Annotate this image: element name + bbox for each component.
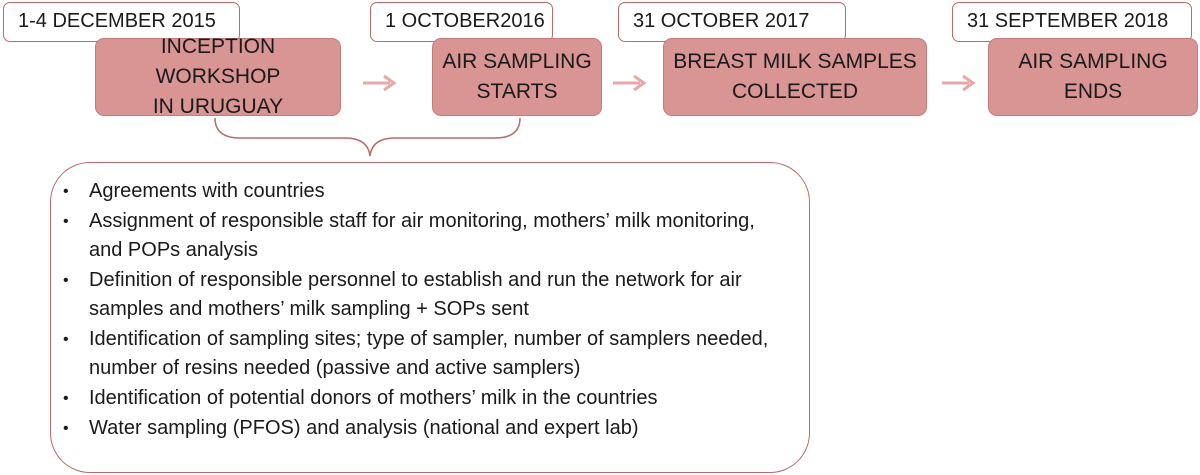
milestone-4-line2: ENDS xyxy=(1063,80,1123,103)
milestone-2-line1: AIR SAMPLING xyxy=(442,50,592,73)
activity-item-5 xyxy=(51,384,809,413)
bullet-icon: • xyxy=(63,331,69,348)
activity-item-6 xyxy=(51,414,809,443)
milestone-1-box xyxy=(95,35,341,118)
arrow-3-icon xyxy=(941,73,977,93)
milestone-2-line2: STARTS xyxy=(476,80,558,103)
bullet-icon: • xyxy=(63,213,69,230)
milestone-1-date: 1-4 DECEMBER 2015 xyxy=(3,2,240,42)
arrow-2-icon xyxy=(612,73,648,93)
milestone-2-date: 1 OCTOBER2016 xyxy=(370,2,553,42)
activity-item-text: Identification of sampling sites; type of sampler, number of samplers needed, number of resins needed (passive and active samplers) xyxy=(89,328,769,379)
milestone-1-line2: IN URUGUAY xyxy=(152,95,284,118)
activity-item-3 xyxy=(51,266,809,324)
activity-item-text: Agreements with countries xyxy=(89,180,325,202)
bullet-icon: • xyxy=(63,390,69,407)
milestone-2-box xyxy=(432,38,602,116)
milestone-3-date: 31 OCTOBER 2017 xyxy=(618,2,846,42)
bullet-icon: • xyxy=(63,183,69,200)
milestone-3-line1: BREAST MILK SAMPLES xyxy=(673,50,917,73)
milestone-4-box xyxy=(988,38,1198,116)
activity-item-text: Identification of potential donors of mothers’ milk in the countries xyxy=(89,387,658,409)
milestone-3-line2: COLLECTED xyxy=(731,80,859,103)
activity-item-text: Assignment of responsible staff for air monitoring, mothers’ milk monitoring, and POPs analysis xyxy=(89,210,755,261)
milestone-3-box xyxy=(663,38,927,116)
activities-panel xyxy=(50,162,810,473)
activity-item-text: Water sampling (PFOS) and analysis (national and expert lab) xyxy=(89,417,639,439)
milestone-1-line1: INCEPTION WORKSHOP xyxy=(155,35,281,88)
arrow-1-icon xyxy=(362,73,398,93)
activity-item-4 xyxy=(51,325,809,383)
milestone-4-date: 31 SEPTEMBER 2018 xyxy=(952,2,1192,42)
activity-item-2 xyxy=(51,207,809,265)
activity-item-text: Definition of responsible personnel to establish and run the network for air samples and mothers’ milk sampling + SOPs sent xyxy=(89,269,742,320)
activities-list xyxy=(51,163,809,443)
activity-item-1 xyxy=(51,177,809,206)
milestone-4-line1: AIR SAMPLING xyxy=(1018,50,1168,73)
bullet-icon: • xyxy=(63,272,69,289)
bullet-icon: • xyxy=(63,420,69,437)
curly-brace-icon xyxy=(200,116,540,158)
